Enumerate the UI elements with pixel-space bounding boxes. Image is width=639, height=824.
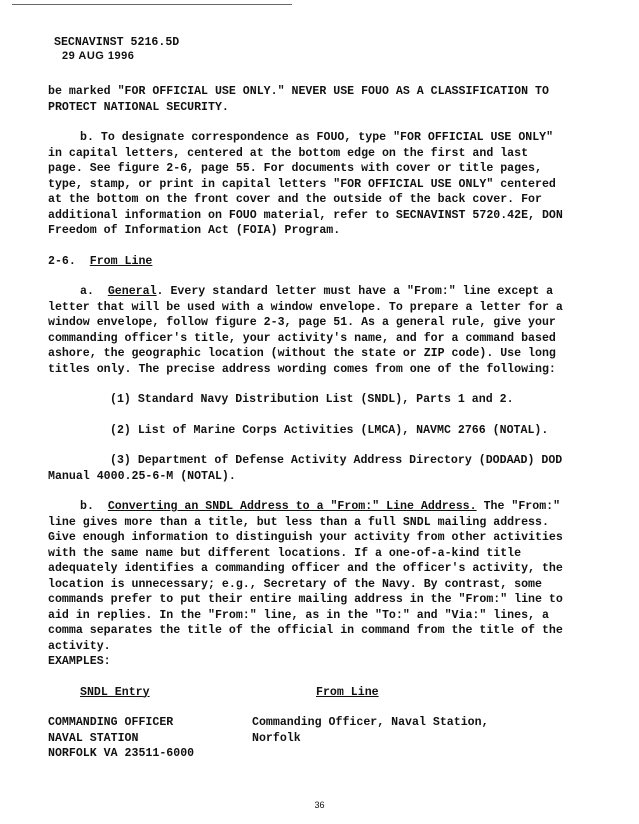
- paragraph-b2-label: b.: [80, 500, 94, 513]
- sndl-column: [48, 685, 248, 762]
- paragraph-a-text: . Every standard letter must have a "From:" line except a letter that will be used with a window envelope. To prepare a letter for a window envelope, follow figure 2-3, page 51. As a general rule, give your commanding officer's title, your activity's name, and for a command based ashore, the geographic location (without the state or ZIP code). Use long titles only. The precise address wording comes from one of the following:: [48, 285, 563, 376]
- examples-label: EXAMPLES:: [48, 655, 111, 668]
- paragraph-a-label: a.: [80, 285, 94, 298]
- from-line-column-header: From Line: [316, 685, 379, 699]
- sndl-line: COMMANDING OFFICER: [48, 716, 174, 729]
- sndl-column-header: SNDL Entry: [80, 685, 150, 699]
- instruction-header: SECNAVINST 5216.5D: [54, 36, 180, 49]
- list-item-lmca: (2) List of Marine Corps Activities (LMCA), NAVMC 2766 (NOTAL).: [110, 423, 549, 437]
- page-number: 36: [314, 800, 325, 810]
- examples-table: [48, 685, 568, 777]
- section-heading: [48, 254, 568, 270]
- paragraph-b2-text: The "From:" line gives more than a title, but less than a full SNDL mailing address. Give enough information to distinguish your activity from other activities with the same name but different locations. If a one-of-a-kind title adequately identifies a commanding officer and the officer's activity, the location is unnecessary; e.g., Secretary of the Navy. By contrast, some commands prefer to put their entire mailing address in the "From:" line to aid in replies. In the "From:" line, as in the "To:" and "Via:" lines, a comma separates the title of the official in command from the title of the activity.: [48, 500, 563, 653]
- section-number: 2-6.: [48, 254, 76, 268]
- top-rule: [12, 4, 292, 5]
- from-line: Commanding Officer, Naval Station,: [252, 716, 489, 729]
- paragraph-b-converting: [48, 499, 568, 654]
- sndl-line: NORFOLK VA 23511-6000: [48, 747, 195, 760]
- paragraph-b2-title: Converting an SNDL Address to a "From:" Line Address.: [107, 500, 477, 513]
- paragraph-a-general: [48, 284, 568, 377]
- section-title: From Line: [89, 254, 153, 268]
- paragraph-a-title: General: [107, 285, 157, 298]
- from-line: Norfolk: [252, 731, 301, 745]
- date-stamp: 29 AUG 1996: [62, 50, 135, 62]
- paragraph-fouo-warning: be marked "FOR OFFICIAL USE ONLY." NEVER USE FOUO AS A CLASSIFICATION TO PROTECT NATIONAL SECURITY.: [48, 85, 549, 114]
- list-item-sndl: (1) Standard Navy Distribution List (SNDL), Parts 1 and 2.: [110, 393, 514, 406]
- list-item-dodaad: (3) Department of Defense Activity Address Directory (DODAAD) DOD Manual 4000.25-6-M (NOTAL).: [48, 454, 563, 483]
- paragraph-b-designate: b. To designate correspondence as FOUO, type "FOR OFFICIAL USE ONLY" in capital letters, centered at the bottom edge on the first and last page. See figure 2-6, page 55. For documents with cover or title pages, type, stamp, or print in capital letters "FOR OFFICIAL USE ONLY" centered at the bottom on the front cover and the outside of the back cover. For additional information on FOUO material, refer to SECNAVINST 5720.42E, DON Freedom of Information Act (FOIA) Program.: [48, 131, 563, 237]
- document-body: [48, 84, 568, 777]
- from-line-column: [252, 685, 572, 747]
- sndl-line: NAVAL STATION: [48, 731, 139, 745]
